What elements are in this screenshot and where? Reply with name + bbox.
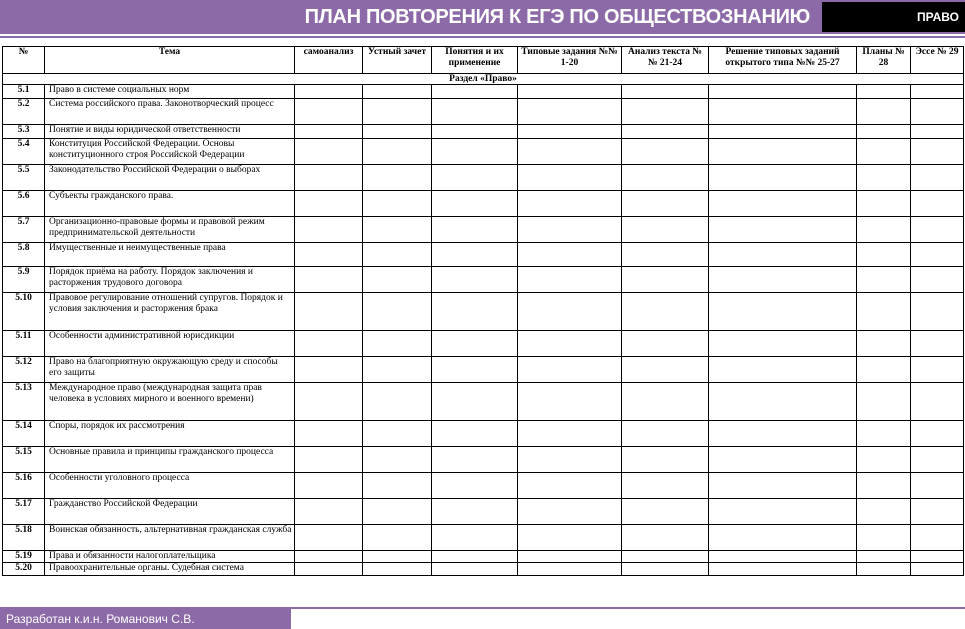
progress-cell[interactable] bbox=[518, 99, 622, 125]
row-number: 5.9 bbox=[3, 267, 45, 293]
progress-cell[interactable] bbox=[911, 421, 964, 447]
table-row bbox=[3, 165, 964, 191]
progress-cell[interactable] bbox=[709, 525, 857, 551]
progress-cell[interactable] bbox=[432, 421, 518, 447]
progress-cell[interactable] bbox=[518, 217, 622, 243]
progress-cell[interactable] bbox=[518, 563, 622, 576]
progress-cell[interactable] bbox=[622, 357, 709, 383]
progress-cell[interactable] bbox=[295, 293, 363, 331]
progress-cell[interactable] bbox=[709, 331, 857, 357]
progress-cell[interactable] bbox=[518, 139, 622, 165]
row-topic: Особенности уголовного процесса bbox=[45, 473, 295, 499]
progress-cell[interactable] bbox=[295, 525, 363, 551]
progress-cell[interactable] bbox=[432, 525, 518, 551]
col-topic-header: Тема bbox=[45, 47, 295, 74]
progress-cell[interactable] bbox=[857, 99, 911, 125]
progress-cell[interactable] bbox=[709, 99, 857, 125]
page-title: ПЛАН ПОВТОРЕНИЯ К ЕГЭ ПО ОБЩЕСТВОЗНАНИЮ bbox=[304, 5, 810, 28]
progress-cell[interactable] bbox=[857, 383, 911, 421]
plan-table bbox=[2, 46, 964, 576]
table-row bbox=[3, 357, 964, 383]
progress-cell[interactable] bbox=[911, 563, 964, 576]
progress-cell[interactable] bbox=[911, 99, 964, 125]
progress-cell[interactable] bbox=[857, 331, 911, 357]
progress-cell[interactable] bbox=[911, 293, 964, 331]
table-row bbox=[3, 473, 964, 499]
row-topic: Основные правила и принципы гражданского процесса bbox=[45, 447, 295, 473]
progress-cell[interactable] bbox=[709, 421, 857, 447]
progress-cell[interactable] bbox=[709, 191, 857, 217]
progress-cell[interactable] bbox=[363, 447, 432, 473]
row-topic: Конституция Российской Федерации. Основы конституционного строя Российской Федерации bbox=[45, 139, 295, 165]
progress-cell[interactable] bbox=[857, 85, 911, 99]
table-row bbox=[3, 99, 964, 125]
progress-cell[interactable] bbox=[518, 85, 622, 99]
row-topic: Правовое регулирование отношений супругов. Порядок и условия заключения и расторжения брака bbox=[45, 293, 295, 331]
row-number: 5.3 bbox=[3, 125, 45, 139]
col-concepts-header: Понятия и их применение bbox=[432, 47, 518, 74]
progress-cell[interactable] bbox=[295, 243, 363, 267]
progress-cell[interactable] bbox=[857, 563, 911, 576]
progress-cell[interactable] bbox=[363, 331, 432, 357]
row-number: 5.11 bbox=[3, 331, 45, 357]
progress-cell[interactable] bbox=[432, 383, 518, 421]
progress-cell[interactable] bbox=[295, 125, 363, 139]
progress-cell[interactable] bbox=[363, 191, 432, 217]
progress-cell[interactable] bbox=[911, 139, 964, 165]
progress-cell[interactable] bbox=[622, 331, 709, 357]
table-row bbox=[3, 243, 964, 267]
row-number: 5.2 bbox=[3, 99, 45, 125]
progress-cell[interactable] bbox=[432, 217, 518, 243]
row-number: 5.17 bbox=[3, 499, 45, 525]
row-number: 5.14 bbox=[3, 421, 45, 447]
progress-cell[interactable] bbox=[295, 473, 363, 499]
progress-cell[interactable] bbox=[518, 447, 622, 473]
progress-cell[interactable] bbox=[363, 267, 432, 293]
row-topic: Воинская обязанность, альтернативная гражданская служба bbox=[45, 525, 295, 551]
row-topic: Права и обязанности налогоплательщика bbox=[45, 551, 295, 563]
progress-cell[interactable] bbox=[295, 383, 363, 421]
progress-cell[interactable] bbox=[622, 383, 709, 421]
progress-cell[interactable] bbox=[363, 85, 432, 99]
progress-cell[interactable] bbox=[709, 243, 857, 267]
progress-cell[interactable] bbox=[622, 267, 709, 293]
progress-cell[interactable] bbox=[709, 447, 857, 473]
row-topic: Гражданство Российской Федерации bbox=[45, 499, 295, 525]
row-number: 5.16 bbox=[3, 473, 45, 499]
progress-cell[interactable] bbox=[622, 139, 709, 165]
row-number: 5.4 bbox=[3, 139, 45, 165]
progress-cell[interactable] bbox=[709, 499, 857, 525]
progress-cell[interactable] bbox=[432, 125, 518, 139]
progress-cell[interactable] bbox=[857, 267, 911, 293]
table-row bbox=[3, 383, 964, 421]
progress-cell[interactable] bbox=[857, 525, 911, 551]
col-text-analysis-header: Анализ текста №№ 21-24 bbox=[622, 47, 709, 74]
col-number-header: № bbox=[3, 47, 45, 74]
progress-cell[interactable] bbox=[911, 357, 964, 383]
progress-cell[interactable] bbox=[911, 267, 964, 293]
progress-cell[interactable] bbox=[363, 383, 432, 421]
col-essay-header: Эссе № 29 bbox=[911, 47, 964, 74]
progress-cell[interactable] bbox=[857, 551, 911, 563]
progress-cell[interactable] bbox=[518, 525, 622, 551]
progress-cell[interactable] bbox=[622, 217, 709, 243]
row-number: 5.10 bbox=[3, 293, 45, 331]
progress-cell[interactable] bbox=[857, 191, 911, 217]
progress-cell[interactable] bbox=[622, 165, 709, 191]
progress-cell[interactable] bbox=[518, 357, 622, 383]
table-row bbox=[3, 125, 964, 139]
row-number: 5.12 bbox=[3, 357, 45, 383]
progress-cell[interactable] bbox=[363, 165, 432, 191]
table-row bbox=[3, 267, 964, 293]
progress-cell[interactable] bbox=[295, 447, 363, 473]
progress-cell[interactable] bbox=[432, 357, 518, 383]
row-number: 5.1 bbox=[3, 85, 45, 99]
progress-cell[interactable] bbox=[911, 125, 964, 139]
progress-cell[interactable] bbox=[363, 473, 432, 499]
table-row bbox=[3, 525, 964, 551]
progress-cell[interactable] bbox=[709, 551, 857, 563]
table-row bbox=[3, 217, 964, 243]
table-row bbox=[3, 551, 964, 563]
progress-cell[interactable] bbox=[432, 267, 518, 293]
progress-cell[interactable] bbox=[857, 165, 911, 191]
progress-cell[interactable] bbox=[295, 99, 363, 125]
progress-cell[interactable] bbox=[363, 499, 432, 525]
table-row bbox=[3, 563, 964, 576]
section-title: Раздел «Право» bbox=[3, 74, 964, 85]
progress-cell[interactable] bbox=[622, 421, 709, 447]
progress-cell[interactable] bbox=[911, 85, 964, 99]
footer-author: Разработан к.и.н. Романович С.В. bbox=[0, 609, 291, 629]
row-topic: Международное право (международная защита прав человека в условиях мирного и военного времени) bbox=[45, 383, 295, 421]
progress-cell[interactable] bbox=[432, 473, 518, 499]
progress-cell[interactable] bbox=[518, 551, 622, 563]
progress-cell[interactable] bbox=[622, 85, 709, 99]
row-number: 5.6 bbox=[3, 191, 45, 217]
progress-cell[interactable] bbox=[709, 217, 857, 243]
progress-cell[interactable] bbox=[857, 447, 911, 473]
progress-cell[interactable] bbox=[622, 293, 709, 331]
progress-cell[interactable] bbox=[432, 293, 518, 331]
progress-cell[interactable] bbox=[911, 217, 964, 243]
progress-cell[interactable] bbox=[857, 499, 911, 525]
progress-cell[interactable] bbox=[518, 267, 622, 293]
progress-cell[interactable] bbox=[432, 165, 518, 191]
progress-cell[interactable] bbox=[363, 293, 432, 331]
row-number: 5.5 bbox=[3, 165, 45, 191]
col-typical-tasks-header: Типовые задания №№ 1-20 bbox=[518, 47, 622, 74]
progress-cell[interactable] bbox=[911, 191, 964, 217]
progress-cell[interactable] bbox=[295, 217, 363, 243]
progress-cell[interactable] bbox=[911, 525, 964, 551]
progress-cell[interactable] bbox=[622, 563, 709, 576]
col-oral-test-header: Устный зачет bbox=[363, 47, 432, 74]
progress-cell[interactable] bbox=[295, 421, 363, 447]
row-number: 5.19 bbox=[3, 551, 45, 563]
progress-cell[interactable] bbox=[622, 525, 709, 551]
row-number: 5.13 bbox=[3, 383, 45, 421]
col-self-analysis-header: самоанализ bbox=[295, 47, 363, 74]
progress-cell[interactable] bbox=[857, 421, 911, 447]
progress-cell[interactable] bbox=[518, 165, 622, 191]
progress-cell[interactable] bbox=[911, 383, 964, 421]
progress-cell[interactable] bbox=[363, 421, 432, 447]
progress-cell[interactable] bbox=[622, 551, 709, 563]
progress-cell[interactable] bbox=[622, 243, 709, 267]
progress-cell[interactable] bbox=[911, 331, 964, 357]
progress-cell[interactable] bbox=[295, 267, 363, 293]
progress-cell[interactable] bbox=[432, 243, 518, 267]
progress-cell[interactable] bbox=[911, 243, 964, 267]
progress-cell[interactable] bbox=[911, 447, 964, 473]
progress-cell[interactable] bbox=[295, 551, 363, 563]
row-number: 5.7 bbox=[3, 217, 45, 243]
progress-cell[interactable] bbox=[295, 139, 363, 165]
progress-cell[interactable] bbox=[295, 191, 363, 217]
progress-cell[interactable] bbox=[857, 293, 911, 331]
progress-cell[interactable] bbox=[622, 473, 709, 499]
section-badge: ПРАВО bbox=[822, 2, 965, 32]
progress-cell[interactable] bbox=[363, 243, 432, 267]
row-topic: Право на благоприятную окружающую среду и способы его защиты bbox=[45, 357, 295, 383]
progress-cell[interactable] bbox=[911, 499, 964, 525]
table-row bbox=[3, 191, 964, 217]
row-topic: Особенности административной юрисдикции bbox=[45, 331, 295, 357]
progress-cell[interactable] bbox=[432, 499, 518, 525]
progress-cell[interactable] bbox=[363, 125, 432, 139]
table-row bbox=[3, 139, 964, 165]
progress-cell[interactable] bbox=[709, 267, 857, 293]
progress-cell[interactable] bbox=[432, 191, 518, 217]
progress-cell[interactable] bbox=[432, 85, 518, 99]
table-row bbox=[3, 85, 964, 99]
progress-cell[interactable] bbox=[295, 331, 363, 357]
row-number: 5.18 bbox=[3, 525, 45, 551]
progress-cell[interactable] bbox=[911, 551, 964, 563]
progress-cell[interactable] bbox=[911, 165, 964, 191]
progress-cell[interactable] bbox=[432, 563, 518, 576]
progress-cell[interactable] bbox=[518, 383, 622, 421]
progress-cell[interactable] bbox=[622, 99, 709, 125]
progress-cell[interactable] bbox=[622, 447, 709, 473]
progress-cell[interactable] bbox=[518, 473, 622, 499]
progress-cell[interactable] bbox=[622, 191, 709, 217]
progress-cell[interactable] bbox=[432, 139, 518, 165]
progress-cell[interactable] bbox=[432, 551, 518, 563]
progress-cell[interactable] bbox=[709, 563, 857, 576]
progress-cell[interactable] bbox=[518, 499, 622, 525]
progress-cell[interactable] bbox=[363, 139, 432, 165]
progress-cell[interactable] bbox=[518, 421, 622, 447]
row-topic: Система российского права. Законотворческий процесс bbox=[45, 99, 295, 125]
row-topic: Споры, порядок их рассмотрения bbox=[45, 421, 295, 447]
row-topic: Субъекты гражданского права. bbox=[45, 191, 295, 217]
progress-cell[interactable] bbox=[518, 331, 622, 357]
progress-cell[interactable] bbox=[432, 99, 518, 125]
progress-cell[interactable] bbox=[518, 191, 622, 217]
row-topic: Право в системе социальных норм bbox=[45, 85, 295, 99]
progress-cell[interactable] bbox=[709, 473, 857, 499]
row-number: 5.8 bbox=[3, 243, 45, 267]
progress-cell[interactable] bbox=[518, 293, 622, 331]
progress-cell[interactable] bbox=[709, 125, 857, 139]
progress-cell[interactable] bbox=[363, 551, 432, 563]
col-plans-header: Планы № 28 bbox=[857, 47, 911, 74]
table-row bbox=[3, 331, 964, 357]
progress-cell[interactable] bbox=[363, 99, 432, 125]
progress-cell[interactable] bbox=[857, 473, 911, 499]
progress-cell[interactable] bbox=[709, 383, 857, 421]
row-topic: Законодательство Российской Федерации о выборах bbox=[45, 165, 295, 191]
progress-cell[interactable] bbox=[709, 165, 857, 191]
row-number: 5.15 bbox=[3, 447, 45, 473]
progress-cell[interactable] bbox=[363, 525, 432, 551]
progress-cell[interactable] bbox=[709, 357, 857, 383]
progress-cell[interactable] bbox=[432, 447, 518, 473]
progress-cell[interactable] bbox=[911, 473, 964, 499]
table-row bbox=[3, 447, 964, 473]
table-row bbox=[3, 421, 964, 447]
table-row bbox=[3, 293, 964, 331]
progress-cell[interactable] bbox=[709, 85, 857, 99]
progress-cell[interactable] bbox=[295, 563, 363, 576]
progress-cell[interactable] bbox=[295, 165, 363, 191]
progress-cell[interactable] bbox=[518, 243, 622, 267]
progress-cell[interactable] bbox=[295, 499, 363, 525]
table-header-row bbox=[3, 47, 964, 74]
row-topic: Понятие и виды юридической ответственности bbox=[45, 125, 295, 139]
header-divider bbox=[0, 36, 965, 38]
progress-cell[interactable] bbox=[709, 139, 857, 165]
progress-cell[interactable] bbox=[363, 563, 432, 576]
row-topic: Организационно-правовые формы и правовой режим предпринимательской деятельности bbox=[45, 217, 295, 243]
progress-cell[interactable] bbox=[518, 125, 622, 139]
progress-cell[interactable] bbox=[857, 125, 911, 139]
progress-cell[interactable] bbox=[622, 499, 709, 525]
progress-cell[interactable] bbox=[295, 357, 363, 383]
progress-cell[interactable] bbox=[857, 139, 911, 165]
section-row bbox=[3, 74, 964, 85]
row-topic: Порядок приёма на работу. Порядок заключения и расторжения трудового договора bbox=[45, 267, 295, 293]
row-topic: Имущественные и неимущественные права bbox=[45, 243, 295, 267]
progress-cell[interactable] bbox=[857, 357, 911, 383]
col-open-tasks-header: Решение типовых заданий открытого типа №№ 25-27 bbox=[709, 47, 857, 74]
progress-cell[interactable] bbox=[363, 217, 432, 243]
progress-cell[interactable] bbox=[295, 85, 363, 99]
row-number: 5.20 bbox=[3, 563, 45, 576]
table-row bbox=[3, 499, 964, 525]
progress-cell[interactable] bbox=[709, 293, 857, 331]
progress-cell[interactable] bbox=[857, 217, 911, 243]
progress-cell[interactable] bbox=[857, 243, 911, 267]
row-topic: Правоохранительные органы. Судебная система bbox=[45, 563, 295, 576]
progress-cell[interactable] bbox=[432, 331, 518, 357]
progress-cell[interactable] bbox=[363, 357, 432, 383]
progress-cell[interactable] bbox=[622, 125, 709, 139]
